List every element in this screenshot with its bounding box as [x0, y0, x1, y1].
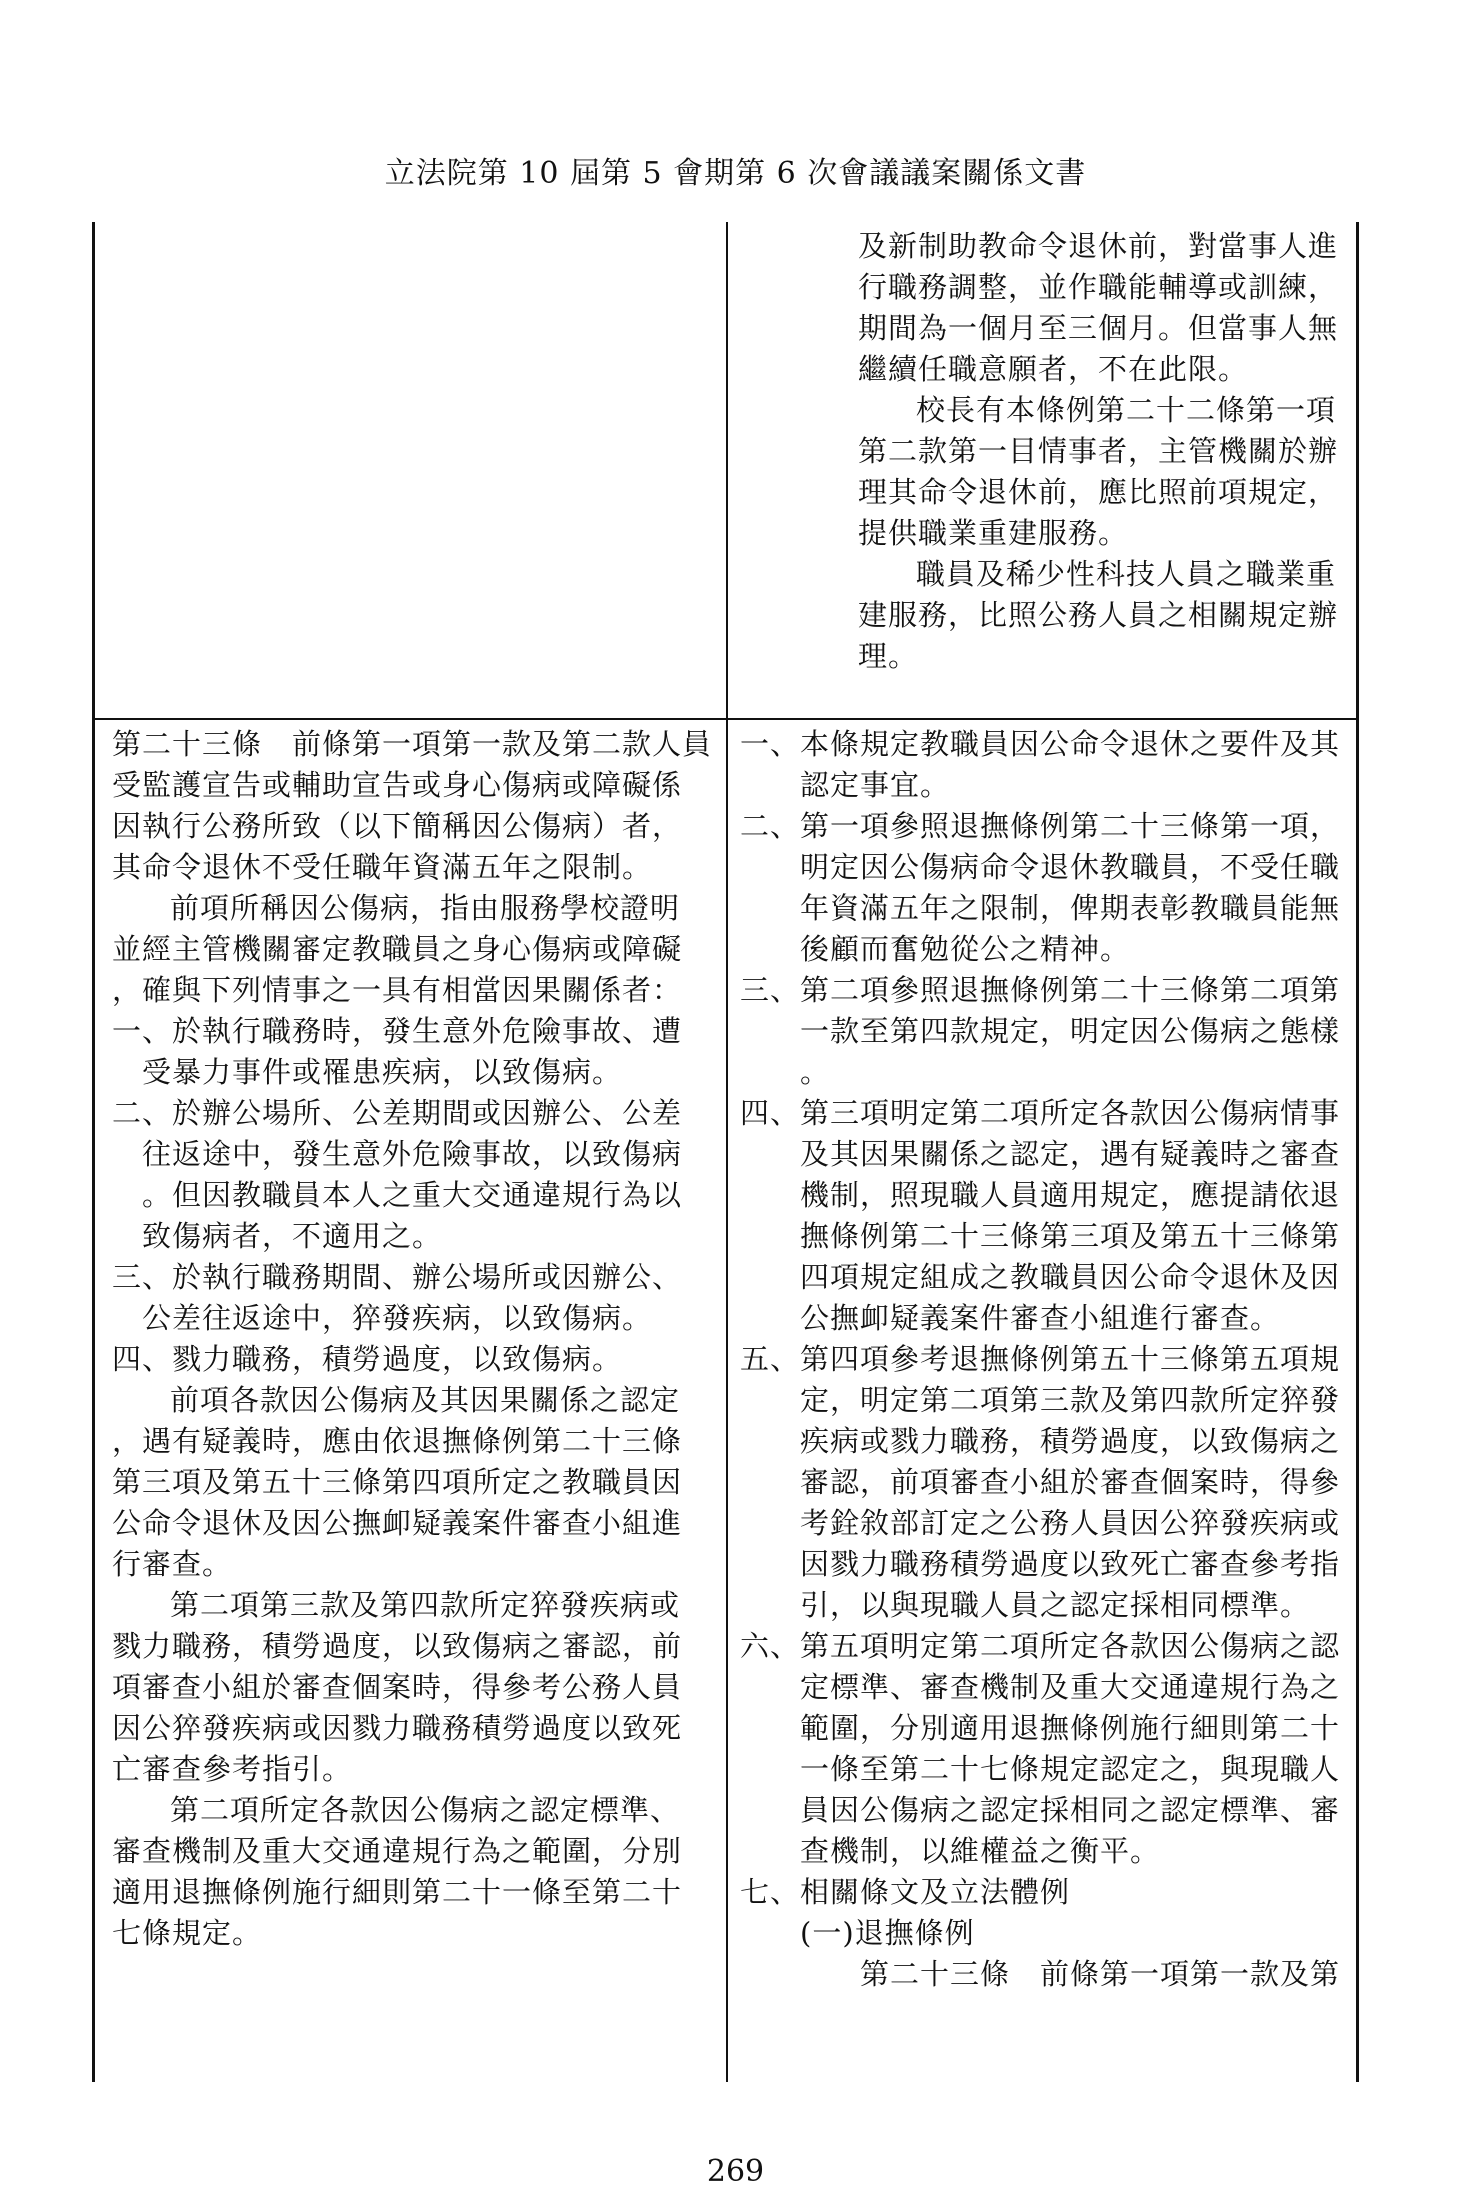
- text-line: 公撫卹疑義案件審查小組進行審查。: [800, 1301, 1281, 1335]
- text-line: 因執行公務所致（以下簡稱因公傷病）者，: [112, 809, 683, 843]
- text-line: 四項規定組成之教職員因公命令退休及因: [800, 1260, 1341, 1294]
- text-line: 查機制，以維權益之衡平。: [800, 1834, 1161, 1868]
- text-line: 因公猝發疾病或因戮力職務積勞過度以致死: [112, 1711, 683, 1745]
- text-line: 七、相關條文及立法體例: [740, 1875, 1071, 1909]
- text-line: 期間為一個月至三個月。但當事人無: [858, 311, 1339, 345]
- text-line: 第三項及第五十三條第四項所定之教職員因: [112, 1465, 683, 1499]
- text-line: 其命令退休不受任職年資滿五年之限制。: [112, 850, 653, 884]
- text-line: 亡審查參考指引。: [112, 1752, 353, 1786]
- text-line: 並經主管機關審定教職員之身心傷病或障礙: [112, 932, 683, 966]
- table-column-divider: [726, 222, 728, 2082]
- text-line: 。: [800, 1055, 831, 1089]
- text-line: 受監護宣告或輔助宣告或身心傷病或障礙係: [112, 768, 683, 802]
- text-line: 審認，前項審查小組於審查個案時，得參: [800, 1465, 1341, 1499]
- text-line: 因戮力職務積勞過度以致死亡審查參考指: [800, 1547, 1341, 1581]
- text-line: 機制，照現職人員適用規定，應提請依退: [800, 1178, 1341, 1212]
- text-line: 及其因果關係之認定，遇有疑義時之審查: [800, 1137, 1341, 1171]
- text-line: 四、第三項明定第二項所定各款因公傷病情事: [740, 1096, 1341, 1130]
- text-line: 一款至第四款規定，明定因公傷病之態樣: [800, 1014, 1341, 1048]
- text-line: (一)退撫條例: [800, 1916, 975, 1950]
- text-line: 認定事宜。: [800, 768, 951, 802]
- text-line: 行職務調整，並作職能輔導或訓練，: [858, 270, 1339, 304]
- top-right-cell: [858, 226, 1350, 677]
- text-line: 公命令退休及因公撫卹疑義案件審查小組進: [112, 1506, 683, 1540]
- text-line: 一、於執行職務時，發生意外危險事故、遭: [112, 1014, 683, 1048]
- text-line: 三、第二項參照退撫條例第二十三條第二項第: [740, 973, 1341, 1007]
- text-line: 後顧而奮勉從公之精神。: [800, 932, 1131, 966]
- text-line: 明定因公傷病命令退休教職員，不受任職: [800, 850, 1341, 884]
- text-line: 範圍，分別適用退撫條例施行細則第二十: [800, 1711, 1341, 1745]
- text-line: 及新制助教命令退休前，對當事人進: [858, 229, 1339, 263]
- text-line: 二、第一項參照退撫條例第二十三條第一項，: [740, 809, 1341, 843]
- text-line: 六、第五項明定第二項所定各款因公傷病之認: [740, 1629, 1341, 1663]
- text-line: 三、於執行職務期間、辦公場所或因辦公、: [112, 1260, 683, 1294]
- text-line: 第二項所定各款因公傷病之認定標準、: [170, 1793, 681, 1827]
- table-border-left: [92, 222, 95, 2082]
- text-line: 疾病或戮力職務，積勞過度，以致傷病之: [800, 1424, 1341, 1458]
- text-line: 撫條例第二十三條第三項及第五十三條第: [800, 1219, 1341, 1253]
- table-border-right: [1356, 222, 1359, 2082]
- table-row-divider: [92, 718, 1359, 720]
- text-line: 項審查小組於審查個案時，得參考公務人員: [112, 1670, 683, 1704]
- text-line: 建服務，比照公務人員之相關規定辦: [858, 598, 1339, 632]
- text-line: 理其命令退休前，應比照前項規定，: [858, 475, 1339, 509]
- text-line: 校長有本條例第二十二條第一項: [916, 393, 1337, 427]
- text-line: 行審查。: [112, 1547, 233, 1581]
- text-line: 適用退撫條例施行細則第二十一條至第二十: [112, 1875, 683, 1909]
- text-line: 職員及稀少性科技人員之職業重: [916, 557, 1337, 591]
- explanation-cell: [740, 724, 1352, 1995]
- text-line: 繼續任職意願者，不在此限。: [858, 352, 1249, 386]
- text-line: 二、於辦公場所、公差期間或因辦公、公差: [112, 1096, 683, 1130]
- text-line: 。但因教職員本人之重大交通違規行為以: [142, 1178, 683, 1212]
- text-line: 戮力職務，積勞過度，以致傷病之審認，前: [112, 1629, 683, 1663]
- text-line: 前項所稱因公傷病，指由服務學校證明: [170, 891, 681, 925]
- text-line: 第二項第三款及第四款所定猝發疾病或: [170, 1588, 681, 1622]
- text-line: 年資滿五年之限制，俾期表彰教職員能無: [800, 891, 1341, 925]
- text-line: 公差往返途中，猝發疾病，以致傷病。: [142, 1301, 653, 1335]
- article-text-cell: [112, 724, 716, 1954]
- text-line: 第二款第一目情事者，主管機關於辦: [858, 434, 1339, 468]
- text-line: 定，明定第二項第三款及第四款所定猝發: [800, 1383, 1341, 1417]
- text-line: 前項各款因公傷病及其因果關係之認定: [170, 1383, 681, 1417]
- text-line: 受暴力事件或罹患疾病，以致傷病。: [142, 1055, 623, 1089]
- text-line: ，確與下列情事之一具有相當因果關係者：: [112, 973, 683, 1007]
- text-line: 審查機制及重大交通違規行為之範圍，分別: [112, 1834, 683, 1868]
- text-line: 提供職業重建服務。: [858, 516, 1129, 550]
- text-line: 四、戮力職務，積勞過度，以致傷病。: [112, 1342, 623, 1376]
- text-line: ，遇有疑義時，應由依退撫條例第二十三條: [112, 1424, 683, 1458]
- text-line: 考銓敘部訂定之公務人員因公猝發疾病或: [800, 1506, 1341, 1540]
- text-line: 第二十三條 前條第一項第一款及第: [860, 1957, 1341, 1991]
- text-line: 七條規定。: [112, 1916, 263, 1950]
- text-line: 理。: [858, 639, 919, 673]
- text-line: 往返途中，發生意外危險事故，以致傷病: [142, 1137, 683, 1171]
- page-number: 269: [706, 2154, 765, 2189]
- text-line: 引，以與現職人員之認定採相同標準。: [800, 1588, 1311, 1622]
- text-line: 一條至第二十七條規定認定之，與現職人: [800, 1752, 1341, 1786]
- text-line: 員因公傷病之認定採相同之認定標準、審: [800, 1793, 1341, 1827]
- text-line: 五、第四項參考退撫條例第五十三條第五項規: [740, 1342, 1341, 1376]
- text-line: 致傷病者，不適用之。: [142, 1219, 443, 1253]
- text-line: 定標準、審查機制及重大交通違規行為之: [800, 1670, 1341, 1704]
- document-header: 立法院第 10 屆第 5 會期第 6 次會議議案關係文書: [384, 156, 1087, 191]
- text-line: 第二十三條 前條第一項第一款及第二款人員: [112, 727, 713, 761]
- text-line: 一、本條規定教職員因公命令退休之要件及其: [740, 727, 1341, 761]
